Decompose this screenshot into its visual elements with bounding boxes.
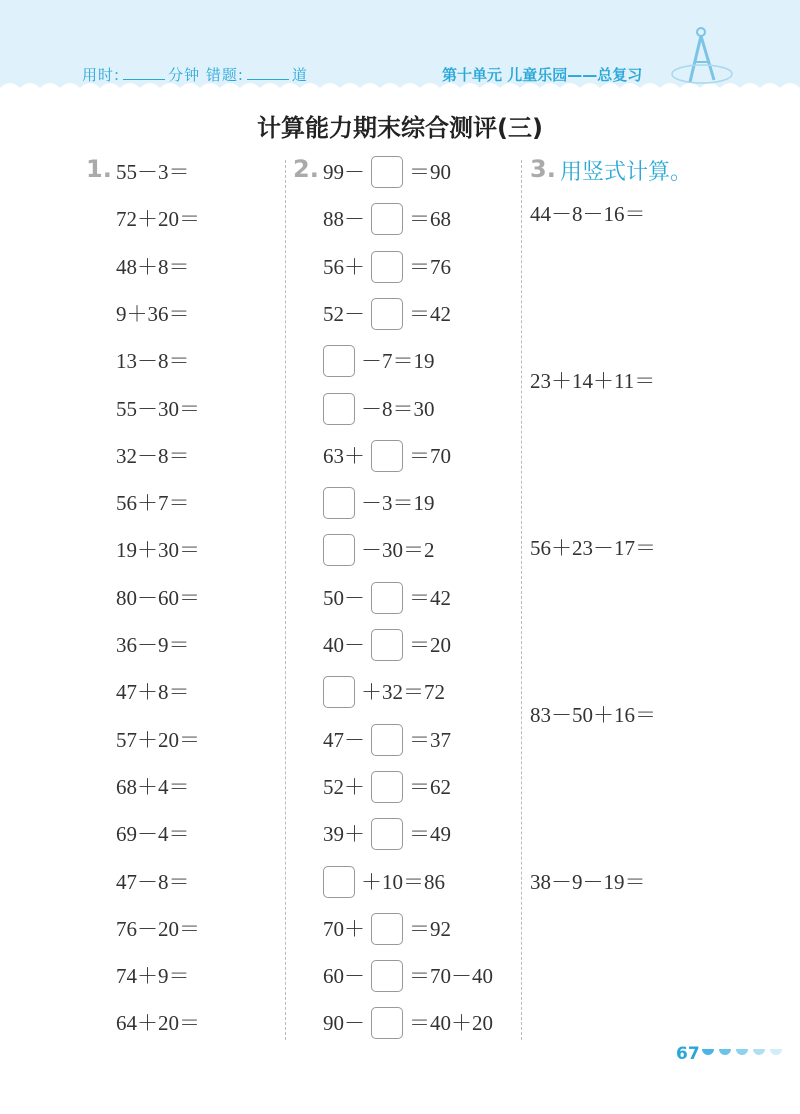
equation-left-part: 40－ <box>323 633 365 657</box>
fill-in-equation <box>323 392 435 426</box>
answer-box[interactable] <box>371 724 403 756</box>
question-unit: 道 <box>291 66 308 84</box>
equation-left-part: 88－ <box>323 207 365 232</box>
section-3-number: 3. <box>530 155 556 183</box>
answer-box[interactable] <box>371 156 403 188</box>
fill-in-equation <box>323 344 435 378</box>
equation-right-part: ＝40＋20 <box>409 1011 493 1036</box>
equation-left-part: 47－ <box>323 727 365 752</box>
equation-right-part: －8＝30 <box>361 396 435 421</box>
equation-left-part: 39＋ <box>323 822 365 847</box>
fill-in-equation <box>323 155 451 189</box>
answer-box[interactable] <box>323 345 355 377</box>
column-divider-2 <box>521 160 522 1040</box>
equation-right-part: ＝62 <box>409 774 451 799</box>
oral-equation: 47＋8＝ <box>116 680 190 705</box>
answer-box[interactable] <box>323 866 355 898</box>
page-title: 计算能力期末综合测评(三) <box>257 114 543 142</box>
oral-equation: 9＋36＝ <box>116 301 190 326</box>
oral-equation: 64＋20＝ <box>116 1011 200 1036</box>
answer-box[interactable] <box>371 960 403 992</box>
equation-right-part: ＝49 <box>409 822 451 847</box>
oral-equation: 69－4＝ <box>116 822 190 847</box>
fill-in-equation <box>323 770 451 804</box>
fill-in-equation <box>323 959 493 993</box>
section-2-number: 2. <box>293 155 319 183</box>
page-number: 67 <box>676 1044 700 1064</box>
equation-right-part: ＝90 <box>409 160 451 184</box>
equation-right-part: ＝42 <box>409 585 451 610</box>
errors-label: 错题: <box>205 66 244 84</box>
fill-in-equation <box>323 439 451 473</box>
answer-box[interactable] <box>323 487 355 519</box>
equation-right-part: ＝20 <box>409 633 451 657</box>
answer-box[interactable] <box>323 676 355 708</box>
equation-right-part: ＝37 <box>409 727 451 752</box>
oral-equation: 47－8＝ <box>116 869 190 894</box>
oral-equation: 13－8＝ <box>116 349 190 374</box>
fill-in-equation <box>323 912 451 946</box>
oral-equation: 72＋20＝ <box>116 207 200 232</box>
answer-box[interactable] <box>371 440 403 472</box>
answer-box[interactable] <box>371 251 403 283</box>
equation-left-part: 52－ <box>323 301 365 326</box>
time-label: 用时: <box>82 66 121 84</box>
section-3-instruction: 用竖式计算。 <box>560 160 693 185</box>
equation-left-part: 56＋ <box>323 254 365 279</box>
decorative-cups <box>700 1047 790 1061</box>
answer-box[interactable] <box>323 393 355 425</box>
equation-right-part: ＝70 <box>409 443 451 468</box>
equation-left-part: 70＋ <box>323 916 365 941</box>
oral-equation: 36－9＝ <box>116 633 190 657</box>
oral-equation: 32－8＝ <box>116 443 190 468</box>
answer-box[interactable] <box>371 1007 403 1039</box>
errors-blank[interactable] <box>247 65 289 80</box>
section-1-number: 1. <box>86 155 112 183</box>
oral-equation: 80－60＝ <box>116 585 200 610</box>
fill-in-equation <box>323 297 451 331</box>
fill-in-equation <box>323 1006 493 1040</box>
oral-equation: 76－20＝ <box>116 916 200 941</box>
fill-in-equation <box>323 250 451 284</box>
oral-equation: 48＋8＝ <box>116 254 190 279</box>
fill-in-equation <box>323 723 451 757</box>
unit-title: 第十单元 儿童乐园——总复习 <box>442 66 643 84</box>
answer-box[interactable] <box>323 534 355 566</box>
equation-left-part: 60－ <box>323 964 365 989</box>
equation-right-part: ＝68 <box>409 207 451 232</box>
oral-equation: 74＋9＝ <box>116 964 190 989</box>
vertical-calc-problem: 44－8－16＝ <box>530 202 646 226</box>
fill-in-equation <box>323 865 445 899</box>
oral-equation: 56＋7＝ <box>116 491 190 516</box>
oral-equation: 68＋4＝ <box>116 774 190 799</box>
fill-in-equation <box>323 628 451 662</box>
fill-in-equation <box>323 202 451 236</box>
equation-right-part: ＝42 <box>409 301 451 326</box>
equation-right-part: ＋10＝86 <box>361 869 445 894</box>
page-header <box>0 0 800 100</box>
answer-box[interactable] <box>371 629 403 661</box>
vertical-calc-problem: 38－9－19＝ <box>530 870 646 894</box>
answer-box[interactable] <box>371 771 403 803</box>
oral-equation: 55－30＝ <box>116 396 200 421</box>
fill-in-equation <box>323 675 445 709</box>
time-blank[interactable] <box>123 65 165 80</box>
equation-right-part: －30＝2 <box>361 538 435 563</box>
fill-in-equation <box>323 486 435 520</box>
equation-right-part: ＝76 <box>409 254 451 279</box>
vertical-calc-problem: 23＋14＋11＝ <box>530 369 656 393</box>
equation-left-part: 50－ <box>323 585 365 610</box>
oral-equation: 55－3＝ <box>116 160 190 184</box>
answer-box[interactable] <box>371 203 403 235</box>
answer-box[interactable] <box>371 298 403 330</box>
fill-in-equation <box>323 581 451 615</box>
equation-right-part: ＝70－40 <box>409 964 493 989</box>
oral-equation: 57＋20＝ <box>116 727 200 752</box>
fill-in-equation <box>323 533 435 567</box>
answer-box[interactable] <box>371 582 403 614</box>
equation-right-part: －7＝19 <box>361 349 435 374</box>
equation-right-part: －3＝19 <box>361 491 435 516</box>
fill-in-equation <box>323 817 451 851</box>
vertical-calc-problem: 56＋23－17＝ <box>530 536 656 560</box>
compass-icon <box>668 22 738 92</box>
equation-left-part: 99－ <box>323 160 365 184</box>
vertical-calc-problem: 83－50＋16＝ <box>530 703 656 727</box>
equation-right-part: ＝92 <box>409 916 451 941</box>
column-divider-1 <box>285 160 286 1040</box>
equation-left-part: 52＋ <box>323 774 365 799</box>
equation-right-part: ＋32＝72 <box>361 680 445 705</box>
oral-equation: 19＋30＝ <box>116 538 200 563</box>
answer-box[interactable] <box>371 818 403 850</box>
equation-left-part: 90－ <box>323 1011 365 1036</box>
time-and-errors-record <box>82 64 308 85</box>
answer-box[interactable] <box>371 913 403 945</box>
minute-label: 分钟 <box>168 66 201 84</box>
equation-left-part: 63＋ <box>323 443 365 468</box>
